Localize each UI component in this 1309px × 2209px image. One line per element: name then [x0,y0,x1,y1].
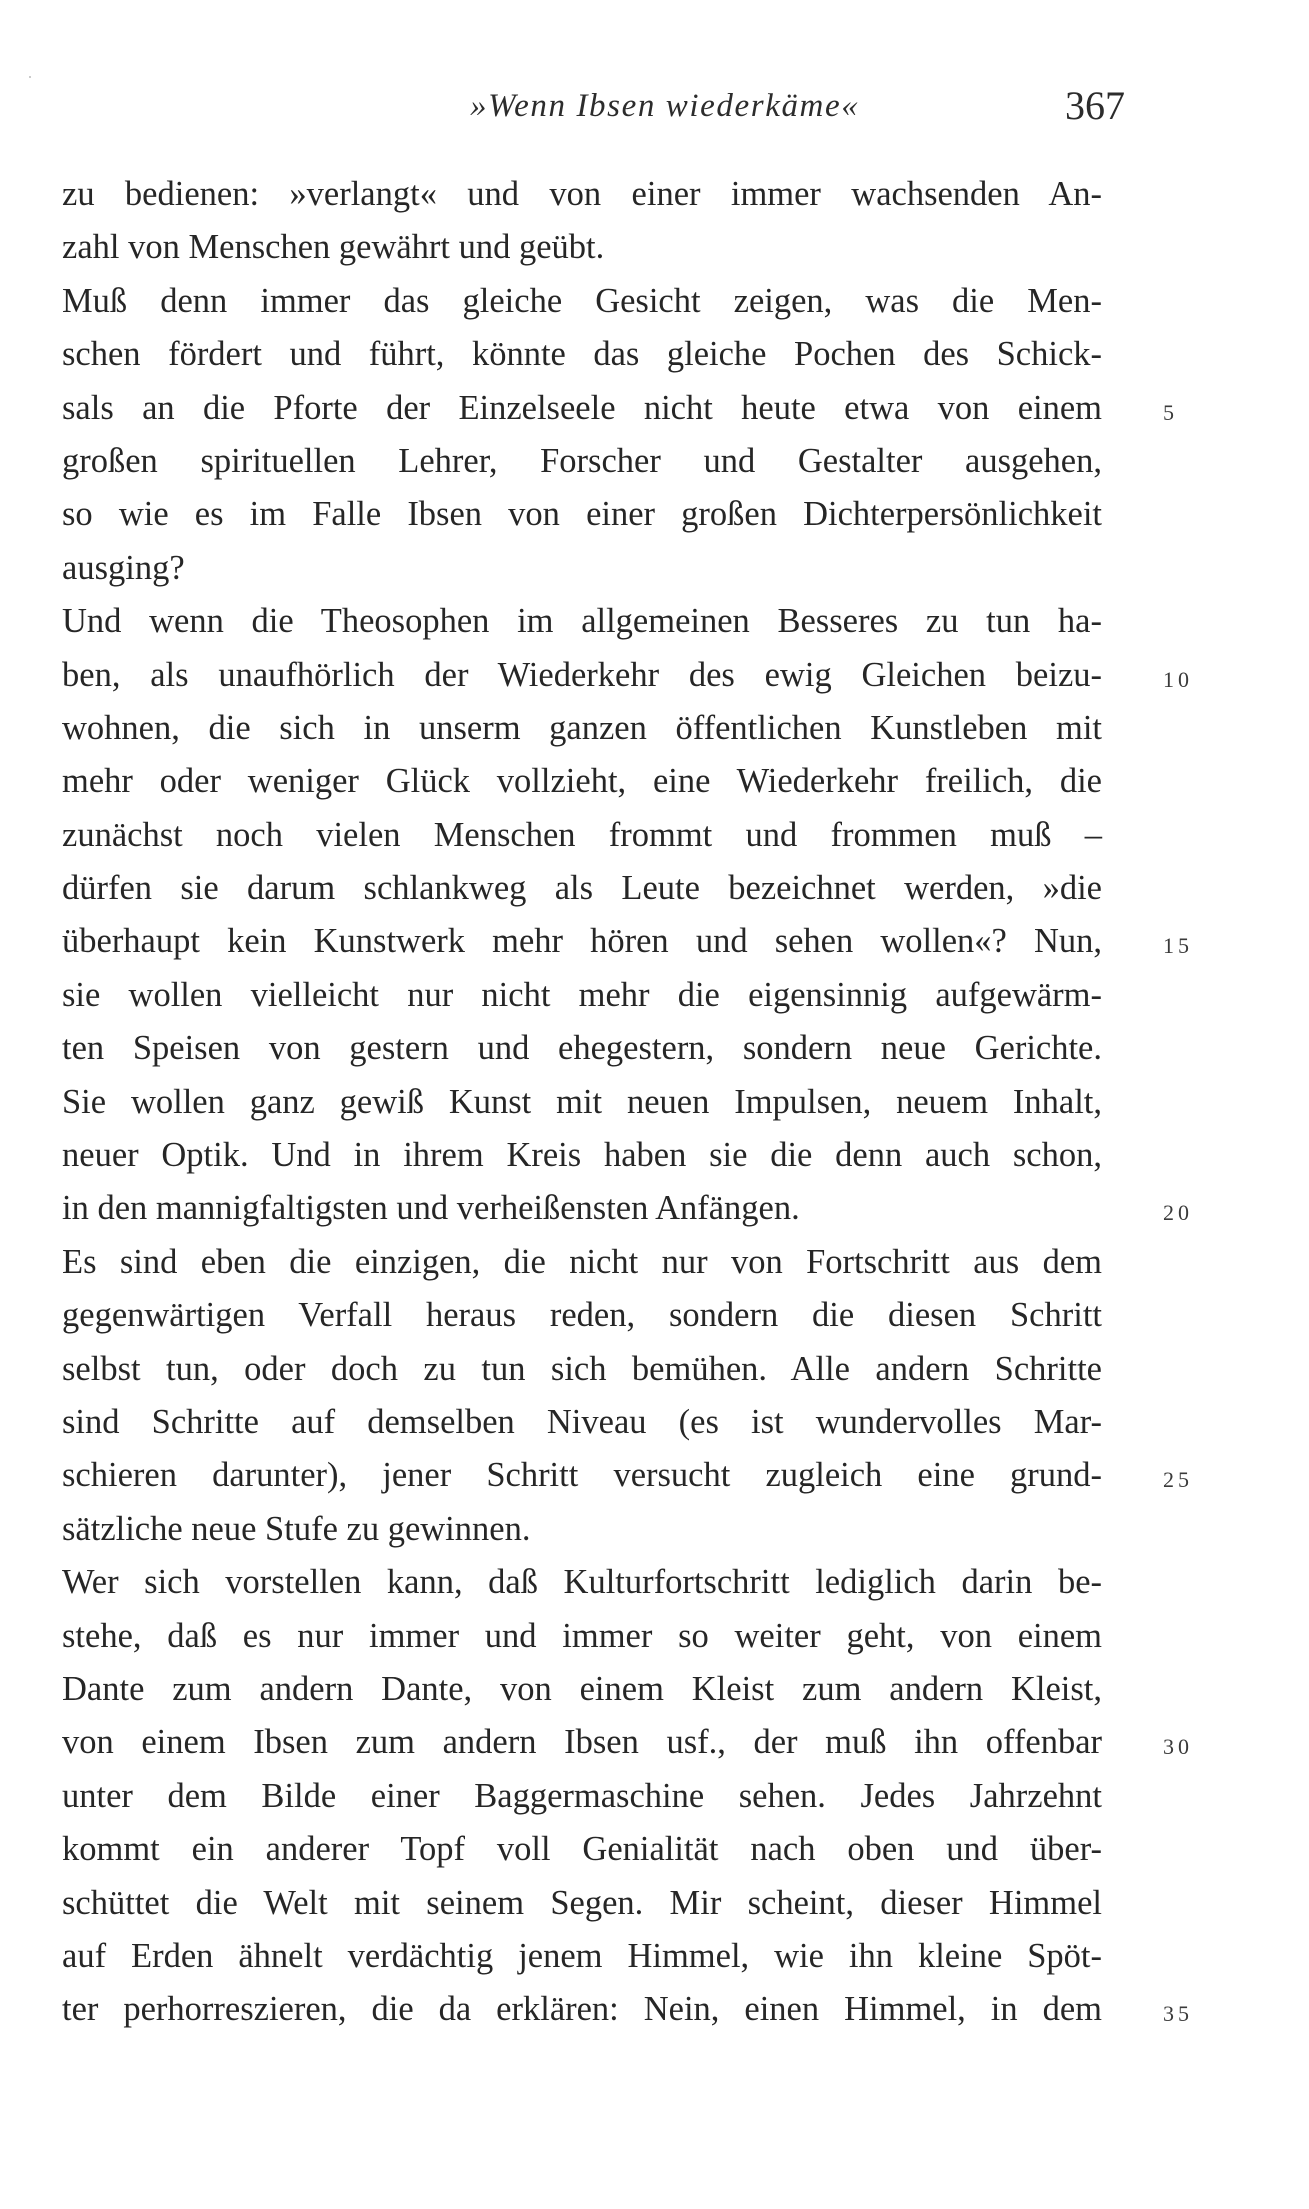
text-line [62,1343,1102,1396]
line-text: Dante zum andern Dante, von einem Kleist zum andern Kleist, [62,1669,1102,1708]
text-line [62,1503,1102,1556]
line-text: Muß denn immer das gleiche Gesicht zeigen, was die Men- [62,281,1102,320]
text-line [62,1449,1193,1502]
text-line [62,275,1102,328]
line-text: dürfen sie darum schlankweg als Leute bezeichnet werden, »die [62,869,1102,908]
text-line [62,1983,1193,2036]
line-text: auf Erden ähnelt verdächtig jenem Himmel, wie ihn kleine Spöt- [62,1936,1102,1975]
text-line [62,1022,1102,1075]
text-line [62,1663,1102,1716]
text-line [62,382,1178,435]
line-text: wohnen, die sich in unserm ganzen öffentlichen Kunstleben mit [62,708,1102,747]
line-text: sätzliche neue Stufe zu gewinnen. [62,1509,531,1548]
line-text: zu bedienen: »verlangt« und von einer immer wachsenden An- [62,175,1102,213]
body-text [62,168,1193,2037]
text-line [62,1289,1102,1342]
line-text: mehr oder weniger Glück vollzieht, eine Wiederkehr freilich, die [62,762,1102,801]
line-number: 25 [1163,1467,1193,1493]
text-line [62,755,1102,808]
text-line [62,915,1193,968]
text-line [62,328,1102,381]
line-text: schieren darunter), jener Schritt versucht zugleich eine grund- [62,1456,1102,1495]
line-text: zahl von Menschen gewährt und geübt. [62,228,605,267]
text-line [62,1182,1193,1235]
text-line [62,862,1102,915]
line-text: kommt ein anderer Topf voll Genialität nach oben und über- [62,1830,1102,1869]
text-line [62,488,1102,541]
scan-speck [29,76,31,78]
line-number: 30 [1163,1734,1193,1760]
line-text: schen fördert und führt, könnte das gleiche Pochen des Schick- [62,335,1102,374]
line-text: Und wenn die Theosophen im allgemeinen Besseres zu tun ha- [62,602,1102,641]
text-line [62,1716,1193,1769]
text-line [62,1877,1102,1930]
line-text: überhaupt kein Kunstwerk mehr hören und sehen wollen«? Nun, [62,922,1102,961]
line-number: 20 [1163,1200,1193,1226]
text-line [62,1823,1102,1876]
text-line [62,1396,1102,1449]
line-text: zunächst noch vielen Menschen frommt und frommen muß – [62,815,1102,854]
line-number: 10 [1163,666,1193,692]
text-line [62,1770,1102,1823]
line-text: ausging? [62,548,185,587]
text-line [62,1236,1102,1289]
text-line [62,969,1102,1022]
line-text: sals an die Pforte der Einzelseele nicht heute etwa von einem [62,388,1102,427]
text-line [62,1076,1102,1129]
line-text: neuer Optik. Und in ihrem Kreis haben sie die denn auch schon, [62,1136,1102,1175]
line-number: 5 [1163,399,1178,425]
page-number: 367 [1065,83,1125,128]
line-text: Wer sich vorstellen kann, daß Kulturfortschritt lediglich darin be- [62,1563,1102,1602]
text-line [62,542,1102,595]
line-text: sind Schritte auf demselben Niveau (es ist wundervolles Mar- [62,1402,1102,1441]
line-text: Es sind eben die einzigen, die nicht nur von Fortschritt aus dem [62,1242,1102,1281]
line-text: Sie wollen ganz gewiß Kunst mit neuen Impulsen, neuem Inhalt, [62,1082,1102,1121]
line-text: gegenwärtigen Verfall heraus reden, sondern die diesen Schritt [62,1296,1102,1335]
text-line [62,221,1102,274]
text-line [62,1610,1102,1663]
line-text: ter perhorreszieren, die da erklären: Nein, einen Himmel, in dem [62,1990,1102,2029]
line-text: ben, als unaufhörlich der Wiederkehr des ewig Gleichen beizu- [62,655,1102,694]
line-text: ten Speisen von gestern und ehegestern, sondern neue Gerichte. [62,1029,1102,1068]
line-text: schüttet die Welt mit seinem Segen. Mir scheint, dieser Himmel [62,1883,1102,1922]
line-number: 15 [1163,933,1193,959]
text-line [62,435,1102,488]
running-title: »Wenn Ibsen wiederkäme« [470,88,860,124]
line-text: in den mannigfaltigsten und verheißensten Anfängen. [62,1189,800,1228]
line-text: großen spirituellen Lehrer, Forscher und Gestalter ausgehen, [62,441,1102,480]
text-line [62,649,1193,702]
text-line [62,702,1102,755]
text-line [62,1129,1102,1182]
line-text: so wie es im Falle Ibsen von einer großen Dichterpersönlichkeit [62,495,1102,534]
line-text: von einem Ibsen zum andern Ibsen usf., der muß ihn offenbar [62,1723,1102,1762]
running-head [470,80,1125,140]
text-line [62,1556,1102,1609]
line-text: stehe, daß es nur immer und immer so weiter geht, von einem [62,1616,1102,1655]
line-text: selbst tun, oder doch zu tun sich bemühen. Alle andern Schritte [62,1349,1102,1388]
text-line [62,595,1102,648]
line-number: 35 [1163,2001,1193,2027]
text-line [62,168,1102,221]
text-line [62,1930,1102,1983]
line-text: unter dem Bilde einer Baggermaschine sehen. Jedes Jahrzehnt [62,1776,1102,1815]
text-line [62,809,1102,862]
line-text: sie wollen vielleicht nur nicht mehr die eigensinnig aufgewärm- [62,975,1102,1014]
